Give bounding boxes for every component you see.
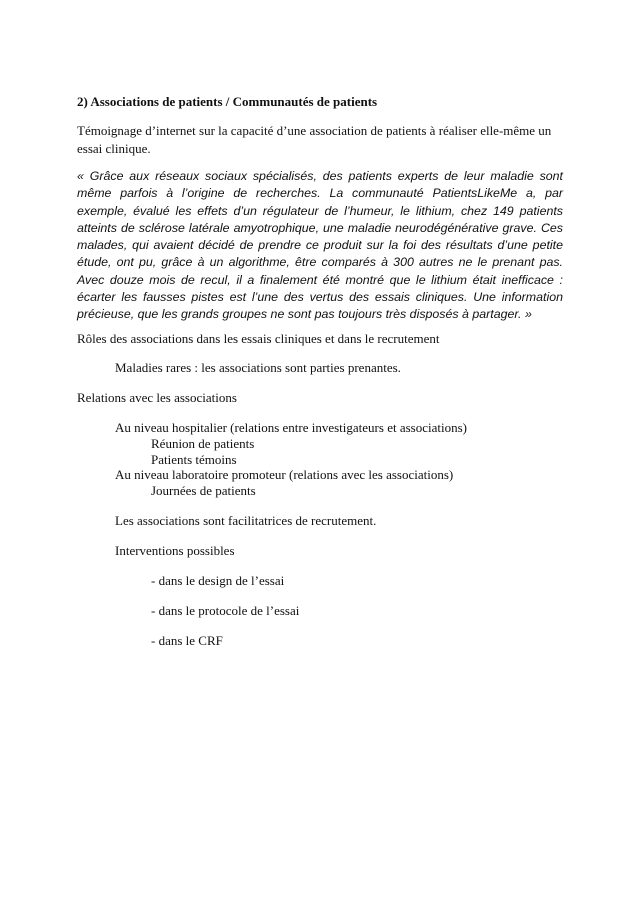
lab-item: Journées de patients: [151, 483, 256, 498]
hospital-level-line: Au niveau hospitalier (relations entre investigateurs et associations): [115, 420, 467, 435]
hospital-item: Patients témoins: [151, 452, 237, 467]
quote-paragraph: « Grâce aux réseaux sociaux spécialisés, des patients experts de leur maladie sont même parfois à l’origine de recherches. La communauté PatientsLikeMe a, par exemple, évalué les effets d’un régulateur de l’humeur, le lithium, chez 149 patients atteints de sclérose latérale amyotrophique, une maladie neurodégénérative grave. Ces malades, qui avaient décidé de prendre ce produit sur la foi des résultats d’une petite étude, ont pu, grâce à un algorithme, être comparés à 300 autres ne le prenant pas. Avec douze mois de recul, il a finalement été montré que le lithium était inefficace : écarter les fausses pistes est l’une des vertus des essais cliniques. Une information précieuse, que les grands groupes ne sont pas toujours très disposés à partager. »: [77, 169, 563, 322]
hospital-item: Réunion de patients: [151, 436, 255, 451]
intervention-item: - dans le design de l’essai: [151, 573, 285, 588]
intervention-item: - dans le protocole de l’essai: [151, 603, 300, 618]
relations-title: Relations avec les associations: [77, 390, 237, 405]
intervention-item: - dans le CRF: [151, 633, 223, 648]
roles-title: Rôles des associations dans les essais cliniques et dans le recrutement: [77, 331, 440, 346]
facilitators-line: Les associations sont facilitatrices de recrutement.: [115, 513, 377, 528]
interventions-title: Interventions possibles: [115, 543, 235, 558]
lab-level-line: Au niveau laboratoire promoteur (relations avec les associations): [115, 467, 454, 482]
intro-paragraph: Témoignage d’internet sur la capacité d’une association de patients à réaliser elle-même un essai clinique.: [77, 123, 552, 156]
rare-diseases-line: Maladies rares : les associations sont parties prenantes.: [115, 360, 401, 375]
section-heading: 2) Associations de patients / Communautés de patients: [77, 94, 378, 109]
